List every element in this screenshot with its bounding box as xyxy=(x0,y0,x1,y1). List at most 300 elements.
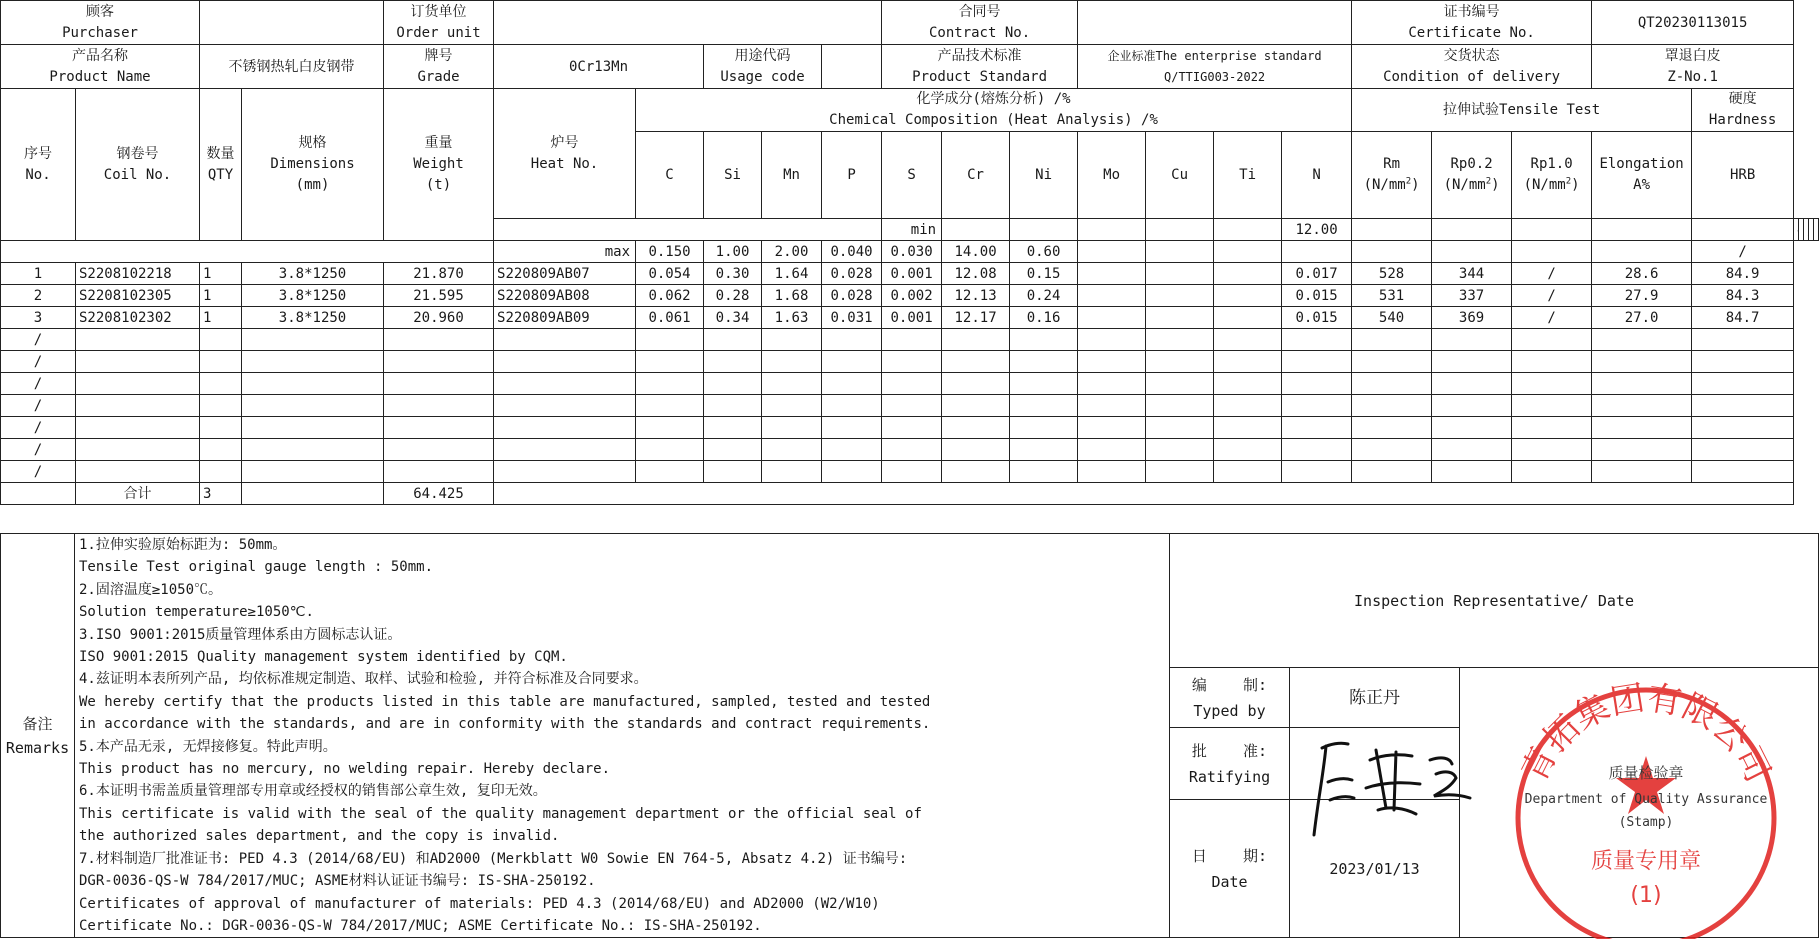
purchaser-label xyxy=(1,1,200,45)
row-value: 1.68 xyxy=(762,285,822,307)
empty-cell xyxy=(1282,461,1352,483)
row-value: 84.3 xyxy=(1692,285,1794,307)
weight-unit: (t) xyxy=(425,177,452,193)
row-value xyxy=(1146,263,1214,285)
seq-cn: 序号 xyxy=(24,145,52,162)
hardness-en: Hardness xyxy=(1708,112,1777,128)
row-value: 528 xyxy=(1352,263,1432,285)
date-label xyxy=(1170,800,1290,938)
empty-cell xyxy=(1214,351,1282,373)
rm-label: Rm xyxy=(1383,156,1400,172)
element-cu: Cu xyxy=(1146,132,1214,219)
weight-en: Weight xyxy=(413,156,464,172)
delivery-value xyxy=(1592,45,1794,89)
empty-cell xyxy=(200,439,242,461)
empty-cell xyxy=(76,439,200,461)
empty-cell xyxy=(1214,439,1282,461)
empty-cell xyxy=(242,373,384,395)
empty-cell xyxy=(762,395,822,417)
empty-cell xyxy=(1282,329,1352,351)
rm-unit-sup: 2 xyxy=(1405,176,1412,187)
element-s: S xyxy=(882,132,942,219)
row-no: 2 xyxy=(1,285,76,307)
row-value: 0.028 xyxy=(822,285,882,307)
min-value xyxy=(1512,219,1592,241)
empty-cell xyxy=(942,329,1010,351)
product-name-cn: 产品名称 xyxy=(72,47,128,64)
min-spacer xyxy=(494,219,882,241)
remark-line: ISO 9001:2015 Quality management system identified by CQM. xyxy=(79,649,568,666)
remark-line: This certificate is valid with the seal of the quality management department or the official seal of xyxy=(79,805,922,822)
empty-cell xyxy=(1692,373,1794,395)
row-no: 1 xyxy=(1,263,76,285)
totals-label: 合计 xyxy=(76,483,200,505)
row-value: 12.08 xyxy=(942,263,1010,285)
row-value: 1.63 xyxy=(762,307,822,329)
empty-cell xyxy=(1010,351,1078,373)
empty-row-mark: / xyxy=(1,417,76,439)
empty-cell xyxy=(822,395,882,417)
delivery-label xyxy=(1352,45,1592,89)
row-value: 0.015 xyxy=(1282,307,1352,329)
contract-en: Contract No. xyxy=(928,24,1031,41)
empty-cell xyxy=(882,373,942,395)
empty-cell xyxy=(636,417,704,439)
row-qty: 1 xyxy=(200,307,242,329)
row-value xyxy=(1078,263,1146,285)
order-unit-en: Order unit xyxy=(396,24,481,41)
row-value xyxy=(1214,285,1282,307)
chemical-composition-header xyxy=(636,89,1352,132)
empty-cell xyxy=(704,461,762,483)
empty-cell xyxy=(1010,373,1078,395)
max-value xyxy=(1352,241,1432,263)
empty-cell xyxy=(636,439,704,461)
empty-cell xyxy=(1282,439,1352,461)
empty-cell xyxy=(636,329,704,351)
max-value xyxy=(1282,241,1352,263)
empty-cell xyxy=(1214,461,1282,483)
empty-cell xyxy=(1692,395,1794,417)
empty-cell xyxy=(1078,439,1146,461)
table-row xyxy=(1,307,1819,329)
empty-cell xyxy=(76,417,200,439)
row-heat: S220809AB08 xyxy=(494,285,636,307)
empty-cell xyxy=(1282,351,1352,373)
row-value: 531 xyxy=(1352,285,1432,307)
empty-cell xyxy=(942,373,1010,395)
header-row-2 xyxy=(1,45,1819,89)
max-value: / xyxy=(1692,241,1794,263)
empty-row xyxy=(1,329,1819,351)
row-value: 27.0 xyxy=(1592,307,1692,329)
remark-line: 3.ISO 9001:2015质量管理体系由方圆标志认证。 xyxy=(79,626,402,643)
row-value: 27.9 xyxy=(1592,285,1692,307)
empty-cell xyxy=(1692,351,1794,373)
data-body xyxy=(1,263,1819,483)
empty-cell xyxy=(942,439,1010,461)
heat-header xyxy=(494,89,636,219)
empty-cell xyxy=(762,461,822,483)
element-mo: Mo xyxy=(1078,132,1146,219)
empty-cell xyxy=(1010,395,1078,417)
usage-code-value xyxy=(822,45,882,89)
row-value: 0.24 xyxy=(1010,285,1078,307)
empty-cell xyxy=(1352,417,1432,439)
empty-cell xyxy=(1692,461,1794,483)
row-value: 540 xyxy=(1352,307,1432,329)
certificate-cn: 证书编号 xyxy=(1443,3,1500,20)
row-value xyxy=(1146,285,1214,307)
row-value: 0.054 xyxy=(636,263,704,285)
empty-cell xyxy=(1078,351,1146,373)
row-value: 84.7 xyxy=(1692,307,1794,329)
empty-cell xyxy=(494,329,636,351)
min-label: min xyxy=(882,219,942,241)
max-value xyxy=(1146,241,1214,263)
row-qty: 1 xyxy=(200,263,242,285)
order-unit-value xyxy=(494,1,882,45)
order-unit-label xyxy=(384,1,494,45)
empty-cell xyxy=(76,461,200,483)
empty-cell xyxy=(1146,373,1214,395)
remark-line: Certificate No.: DGR-0036-QS-W 784/2017/MUC; ASME Certificate No.: IS-SHA-250192. xyxy=(79,917,762,934)
empty-cell xyxy=(882,417,942,439)
empty-cell xyxy=(762,329,822,351)
remark-line: 6.本证明书需盖质量管理部专用章或经授权的销售部公章生效, 复印无效。 xyxy=(79,783,547,800)
qty-header xyxy=(200,89,242,241)
row-dim: 3.8*1250 xyxy=(242,263,384,285)
row-value: 0.061 xyxy=(636,307,704,329)
tensile-test-header: 拉伸试验Tensile Test xyxy=(1352,89,1692,132)
empty-cell xyxy=(384,351,494,373)
empty-row-mark: / xyxy=(1,439,76,461)
empty-cell xyxy=(1592,329,1692,351)
row-heat: S220809AB07 xyxy=(494,263,636,285)
product-name-en: Product Name xyxy=(49,68,151,85)
seq-en: No. xyxy=(25,166,51,183)
row-weight: 21.870 xyxy=(384,263,494,285)
totals-dim xyxy=(242,483,384,505)
row-dim: 3.8*1250 xyxy=(242,307,384,329)
row-value: / xyxy=(1512,285,1592,307)
empty-cell xyxy=(1010,461,1078,483)
typed-by-label xyxy=(1170,668,1290,728)
rm-header xyxy=(1352,132,1432,219)
empty-cell xyxy=(822,439,882,461)
usage-code-en: Usage code xyxy=(720,68,805,85)
empty-cell xyxy=(494,439,636,461)
rm-unit-prefix: (N/mm xyxy=(1363,177,1406,193)
row-value: 84.9 xyxy=(1692,263,1794,285)
empty-cell xyxy=(1214,329,1282,351)
empty-cell xyxy=(384,395,494,417)
empty-cell xyxy=(1432,373,1512,395)
min-value xyxy=(1799,219,1804,241)
empty-cell xyxy=(1692,439,1794,461)
chem-cn: 化学成分(熔炼分析) /% xyxy=(916,91,1071,107)
empty-cell xyxy=(882,329,942,351)
contract-value xyxy=(1078,1,1352,45)
empty-cell xyxy=(1432,395,1512,417)
empty-cell xyxy=(1512,351,1592,373)
element-cr: Cr xyxy=(942,132,1010,219)
empty-cell xyxy=(242,351,384,373)
empty-cell xyxy=(1010,417,1078,439)
element-ni: Ni xyxy=(1010,132,1078,219)
product-name-label xyxy=(1,45,200,89)
product-standard-en: Product Standard xyxy=(912,68,1047,85)
row-value: 0.031 xyxy=(822,307,882,329)
empty-cell xyxy=(1592,395,1692,417)
remark-line: This product has no mercury, no welding repair. Hereby declare. xyxy=(79,761,611,778)
empty-cell xyxy=(242,461,384,483)
empty-cell xyxy=(882,461,942,483)
row-value: 0.34 xyxy=(704,307,762,329)
min-value xyxy=(942,219,1010,241)
row-value: 0.30 xyxy=(704,263,762,285)
delivery-en: Condition of delivery xyxy=(1383,68,1561,85)
totals-spacer xyxy=(1,483,76,505)
row-value: 337 xyxy=(1432,285,1512,307)
rm-unit-suffix: ) xyxy=(1411,177,1420,193)
row-value: 0.002 xyxy=(882,285,942,307)
heat-en: Heat No. xyxy=(530,155,599,172)
empty-cell xyxy=(1352,461,1432,483)
empty-cell xyxy=(882,439,942,461)
remark-line: in accordance with the standards, and are in conformity with the standards and contract requirements. xyxy=(79,716,931,733)
qty-en: QTY xyxy=(207,166,234,183)
row-value: 1.64 xyxy=(762,263,822,285)
contract-cn: 合同号 xyxy=(958,3,1001,20)
empty-cell xyxy=(762,373,822,395)
min-value xyxy=(1010,219,1078,241)
empty-row-mark: / xyxy=(1,373,76,395)
empty-row xyxy=(1,351,1819,373)
element-p: P xyxy=(822,132,882,219)
remark-line: We hereby certify that the products listed in this table are manufactured, sampled, tested and tested xyxy=(79,693,931,710)
totals-weight: 64.425 xyxy=(384,483,494,505)
remarks-label-en: Remarks xyxy=(5,738,70,757)
usage-code-label xyxy=(704,45,822,89)
empty-row xyxy=(1,417,1819,439)
remarks-label-cn: 备注 xyxy=(22,714,53,733)
empty-cell xyxy=(1512,439,1592,461)
empty-cell xyxy=(1078,417,1146,439)
empty-cell xyxy=(1512,329,1592,351)
row-value: / xyxy=(1512,307,1592,329)
empty-cell xyxy=(242,417,384,439)
row-value: 0.28 xyxy=(704,285,762,307)
row-value: 0.15 xyxy=(1010,263,1078,285)
empty-cell xyxy=(636,461,704,483)
max-value xyxy=(1512,241,1592,263)
empty-cell xyxy=(1352,351,1432,373)
empty-cell xyxy=(1512,461,1592,483)
rp02-label: Rp0.2 xyxy=(1450,156,1493,172)
empty-cell xyxy=(942,417,1010,439)
min-value xyxy=(1794,219,1799,241)
empty-cell xyxy=(1352,373,1432,395)
max-value xyxy=(1592,241,1692,263)
min-value xyxy=(1809,219,1814,241)
chem-en: Chemical Composition (Heat Analysis) /% xyxy=(829,112,1158,128)
empty-cell xyxy=(76,351,200,373)
row-value: 0.001 xyxy=(882,307,942,329)
empty-cell xyxy=(494,395,636,417)
min-value xyxy=(1592,219,1692,241)
empty-cell xyxy=(822,329,882,351)
empty-cell xyxy=(494,373,636,395)
qty-cn: 数量 xyxy=(206,145,235,162)
empty-cell xyxy=(1592,373,1692,395)
max-value: 0.030 xyxy=(882,241,942,263)
empty-row xyxy=(1,373,1819,395)
empty-cell xyxy=(1146,417,1214,439)
row-value xyxy=(1214,307,1282,329)
product-standard-cn: 产品技术标准 xyxy=(937,47,1022,64)
row-qty: 1 xyxy=(200,285,242,307)
seq-header xyxy=(1,89,76,241)
max-value: 0.60 xyxy=(1010,241,1078,263)
element-n: N xyxy=(1282,132,1352,219)
ratifying-label xyxy=(1170,728,1290,800)
certificate-label xyxy=(1352,1,1592,45)
empty-cell xyxy=(384,329,494,351)
delivery-cn: 交货状态 xyxy=(1443,47,1500,64)
purchaser-cn: 顾客 xyxy=(86,3,114,20)
row-value: 0.16 xyxy=(1010,307,1078,329)
product-name-value: 不锈钢热轧白皮钢带 xyxy=(200,45,384,89)
empty-cell xyxy=(384,417,494,439)
row-value: 12.13 xyxy=(942,285,1010,307)
empty-cell xyxy=(200,395,242,417)
usage-code-cn: 用途代码 xyxy=(734,47,791,64)
empty-cell xyxy=(384,439,494,461)
rp02-unit-prefix: (N/mm xyxy=(1443,177,1486,193)
delivery-value-line-2: Z-No.1 xyxy=(1667,68,1718,85)
delivery-value-line-1: 罩退白皮 xyxy=(1664,47,1721,64)
hrb-header: HRB xyxy=(1692,132,1794,219)
empty-cell xyxy=(942,395,1010,417)
rp02-unit xyxy=(1435,175,1508,196)
row-value xyxy=(1214,263,1282,285)
max-value xyxy=(1078,241,1146,263)
max-label: max xyxy=(494,241,636,263)
empty-cell xyxy=(1432,351,1512,373)
contract-label xyxy=(882,1,1078,45)
coil-cn: 钢卷号 xyxy=(116,145,159,162)
empty-cell xyxy=(822,351,882,373)
rm-unit xyxy=(1355,175,1428,196)
element-c: C xyxy=(636,132,704,219)
remark-line: DGR-0036-QS-W 784/2017/MUC; ASME材料认证证书编号: IS-SHA-250192. xyxy=(79,873,596,890)
remark-line: 1.拉伸实验原始标距为: 50mm。 xyxy=(79,537,287,553)
quality-stamp xyxy=(1490,668,1800,939)
rp02-unit-sup: 2 xyxy=(1485,176,1492,187)
empty-cell xyxy=(1214,417,1282,439)
row-coil: S2208102302 xyxy=(76,307,200,329)
coil-header xyxy=(76,89,200,241)
empty-cell xyxy=(242,395,384,417)
row-weight: 20.960 xyxy=(384,307,494,329)
table-row xyxy=(1,285,1819,307)
empty-cell xyxy=(1146,351,1214,373)
empty-cell xyxy=(1146,395,1214,417)
row-value: 0.028 xyxy=(822,263,882,285)
empty-cell xyxy=(704,439,762,461)
max-value xyxy=(1214,241,1282,263)
max-value: 1.00 xyxy=(704,241,762,263)
grade-cn: 牌号 xyxy=(424,47,453,64)
empty-cell xyxy=(1078,373,1146,395)
date-en: Date xyxy=(1211,873,1248,891)
dim-en: Dimensions xyxy=(270,156,355,172)
empty-cell xyxy=(1692,417,1794,439)
hardness-cn: 硬度 xyxy=(1728,91,1757,107)
empty-cell xyxy=(1282,417,1352,439)
row-value: 0.001 xyxy=(882,263,942,285)
empty-cell xyxy=(1352,395,1432,417)
empty-cell xyxy=(704,395,762,417)
empty-row-mark: / xyxy=(1,351,76,373)
empty-cell xyxy=(1146,461,1214,483)
row-value xyxy=(1078,307,1146,329)
min-value xyxy=(1804,219,1809,241)
empty-cell xyxy=(242,439,384,461)
min-value xyxy=(1432,219,1512,241)
stamp-inner-en: Department of Quality Assurance xyxy=(1524,792,1768,807)
max-value xyxy=(1432,241,1512,263)
element-si: Si xyxy=(704,132,762,219)
coil-en: Coil No. xyxy=(103,166,172,183)
remark-line: 5.本产品无汞, 无焊接修复。特此声明。 xyxy=(79,738,337,755)
empty-cell xyxy=(762,417,822,439)
min-value xyxy=(1214,219,1282,241)
row-heat: S220809AB09 xyxy=(494,307,636,329)
purchaser-en: Purchaser xyxy=(62,24,138,41)
empty-cell xyxy=(1078,461,1146,483)
rp10-unit xyxy=(1515,175,1588,196)
remarks-label xyxy=(0,533,75,938)
typed-by-value: 陈正丹 xyxy=(1290,668,1460,728)
empty-cell xyxy=(200,461,242,483)
row-coil: S2208102218 xyxy=(76,263,200,285)
header-row-1 xyxy=(1,1,1819,45)
empty-cell xyxy=(704,351,762,373)
rp02-unit-suffix: ) xyxy=(1491,177,1500,193)
empty-cell xyxy=(1592,351,1692,373)
empty-cell xyxy=(1592,461,1692,483)
empty-cell xyxy=(1512,417,1592,439)
empty-row-mark: / xyxy=(1,395,76,417)
empty-row-mark: / xyxy=(1,329,76,351)
row-value: 28.6 xyxy=(1592,263,1692,285)
empty-cell xyxy=(1010,439,1078,461)
row-coil: S2208102305 xyxy=(76,285,200,307)
empty-cell xyxy=(882,351,942,373)
element-ti: Ti xyxy=(1214,132,1282,219)
certificate-number: QT20230113015 xyxy=(1592,1,1794,45)
stamp-inner-stamp: (Stamp) xyxy=(1618,815,1674,830)
remarks-text xyxy=(74,533,1170,938)
rp02-header xyxy=(1432,132,1512,219)
empty-cell xyxy=(762,439,822,461)
empty-cell xyxy=(1146,329,1214,351)
max-value: 0.040 xyxy=(822,241,882,263)
element-mn: Mn xyxy=(762,132,822,219)
inspection-representative: Inspection Representative/ Date xyxy=(1170,534,1818,668)
